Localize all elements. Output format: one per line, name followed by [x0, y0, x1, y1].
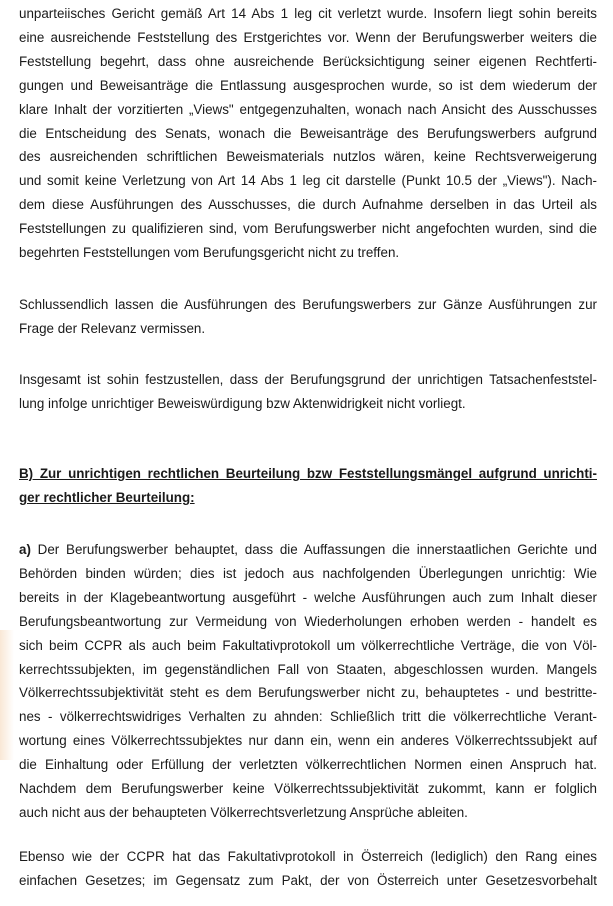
text-line: sich beim CCPR als auch beim Fakultativprotokoll um völkerrechtliche Verträge, die von Völ-	[19, 637, 597, 653]
text-line: klare Inhalt der vorzitierten „Views" entgegenzuhalten, wonach nach Ansicht des Ausschusses	[19, 101, 597, 117]
paragraph-factual-findings	[19, 2, 597, 265]
text-line: eine ausreichende Feststellung des Erstgerichtes vor. Wenn der Berufungswerber weiters die	[19, 29, 597, 45]
scan-edge-mark	[0, 630, 14, 760]
text-line: Berufungsbeantwortung zur Vermeidung von Wiederholungen erhoben werden - handelt es	[19, 613, 597, 629]
text-line: des ausreichenden schriftlichen Beweismaterials nutzlos wären, keine Rechtsverweigerung	[19, 149, 597, 165]
text-line: Nachdem dem Berufungswerber keine Völkerrechtssubjektivität zukommt, kann er folglich	[19, 781, 597, 797]
text-line: Völkerrechtssubjektivität steht es dem Berufungswerber nicht zu, behauptetes - und bestritte-	[19, 685, 597, 701]
text-line: die Einhaltung oder Erfüllung der verletzten völkerrechtlichen Normen einen Anspruch hat.	[19, 757, 597, 773]
text-line: und somit keine Verletzung von Art 14 Abs 1 leg cit darstelle (Punkt 10.5 der „Views"). Nach-	[19, 173, 597, 189]
text-line: kerrechtssubjekten, im gegenständlichen Fall von Staaten, abgeschlossen wurden. Mangels	[19, 661, 597, 677]
text-line: Ebenso wie der CCPR hat das Fakultativprotokoll in Österreich (lediglich) den Rang eines	[19, 849, 597, 864]
heading-line: ger rechtlicher Beurteilung:	[19, 489, 195, 505]
text-line: wortung eines Völkerrechtssubjektes nur dann ein, wenn ein anderes Völkerrechtssubjekt auf	[19, 733, 597, 749]
text-line: Feststellung begehrt, dass ohne ausreichende Berücksichtigung seiner eigenen Rechtferti-	[19, 53, 597, 69]
text-line: bereits in der Klagebeantwortung ausgeführt - welche Ausführungen auch zum Inhalt dieser	[19, 589, 597, 605]
section-heading-b	[19, 462, 597, 510]
text-line: Schlussendlich lassen die Ausführungen des Berufungswerbers zur Gänze Ausführungen zur	[19, 297, 597, 312]
text-line: Insgesamt ist sohin festzustellen, dass der Berufungsgrund der unrichtigen Tatsachenfeststel-	[19, 372, 597, 387]
text-line: einfachen Gesetzes; im Gegensatz zum Pakt, der von Österreich unter Gesetzesvorbehalt	[19, 872, 597, 888]
text-line: dem diese Ausführungen des Ausschusses, die durch Aufnahme derselben in das Urteil als	[19, 197, 597, 213]
text-span: Der Berufungswerber behauptet, dass die Auffassungen die innerstaatlichen Gerichte und	[30, 542, 597, 557]
text-line: Frage der Relevanz vermissen.	[19, 320, 206, 336]
text-line: die Entscheidung des Senats, wonach die Beweisanträge des Berufungswerbers aufgrund	[19, 125, 597, 141]
item-marker: a)	[19, 542, 31, 557]
paragraph-optional-protocol	[19, 845, 597, 893]
paragraph-conclusion	[19, 368, 597, 416]
text-line: Behörden binden würden; dies ist jedoch aus nachfolgenden Überlegungen unrichtig: Wie	[19, 565, 597, 581]
text-line: begehrten Feststellungen vom Berufungsgericht nicht zu treffen.	[19, 245, 400, 261]
paragraph-international-law	[19, 538, 597, 825]
text-line: lung infolge unrichtiger Beweiswürdigung bzw Aktenwidrigkeit nicht vorliegt.	[19, 395, 466, 411]
text-line: Feststellungen zu qualifizieren sind, vom Berufungswerber nicht angefochten wurden, sind die	[19, 221, 597, 237]
text-line: auch nicht aus der behaupteten Völkerrechtsverletzung Ansprüche ableiten.	[19, 804, 468, 820]
text-line	[19, 538, 597, 562]
paragraph-relevance	[19, 293, 597, 341]
text-line: nes - völkerrechtswidriges Verhalten zu ahnden: Schließlich tritt die völkerrechtliche Verant-	[19, 709, 597, 725]
text-line: unparteiisches Gericht gemäß Art 14 Abs 1 leg cit verletzt wurde. Insofern liegt sohin bereits	[19, 6, 597, 21]
heading-line: B) Zur unrichtigen rechtlichen Beurteilung bzw Feststellungsmängel aufgrund unrichti-	[19, 466, 597, 481]
text-line: gungen und Beweisanträge die Entlassung ausgesprochen wurde, so ist dem wiederum der	[19, 77, 597, 93]
